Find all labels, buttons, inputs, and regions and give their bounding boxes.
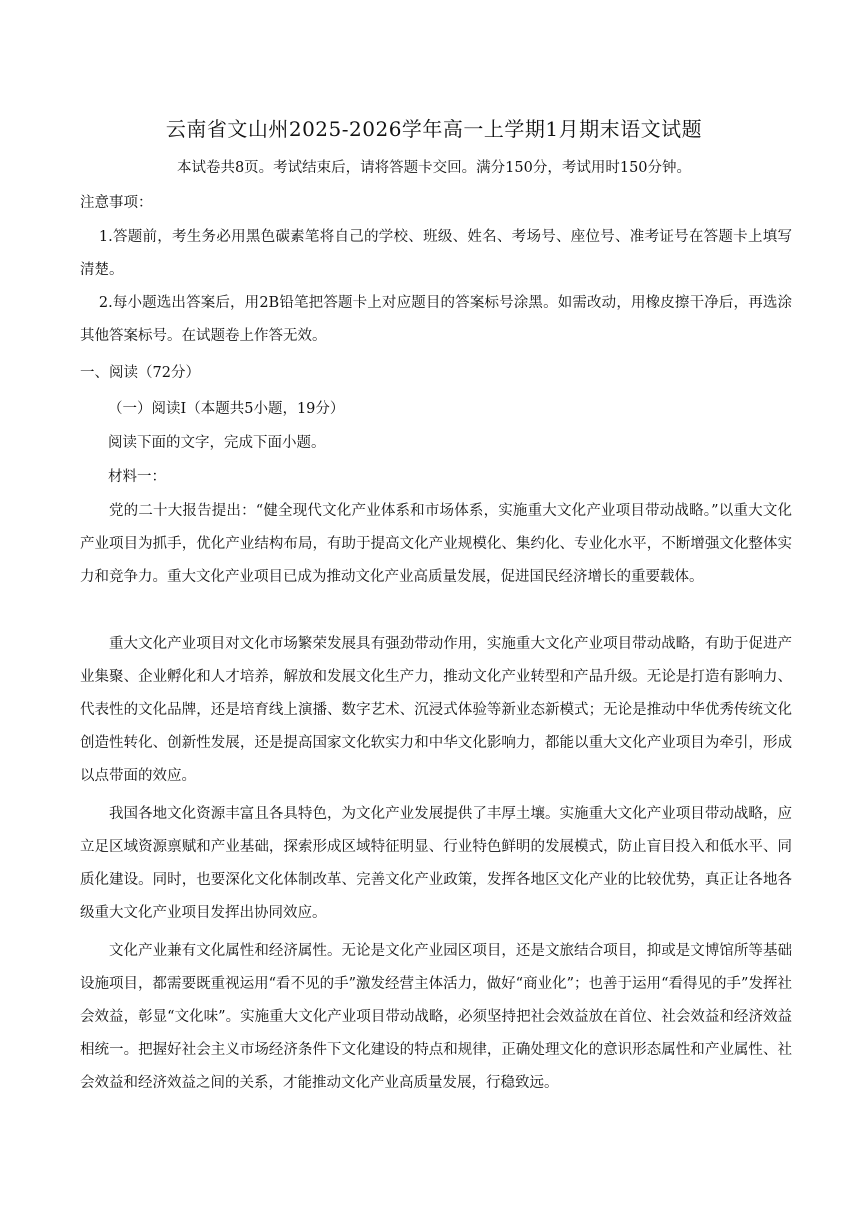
material-paragraph-2: 重大文化产业项目对文化市场繁荣发展具有强劲带动作用，实施重大文化产业项目带动战略，有助于促进产业集聚、企业孵化和人才培养，解放和发展文化生产力，推动文化产业转型和产品升级。无论是打造有影响力、代表性的文化品牌，还是培育线上演播、数字艺术、沉浸式体验等新业态新模式；无论是推动中华优秀传统文化创造性转化、创新性发展，还是提高国家文化软实力和中华文化影响力，都能以重大文化产业项目为牵引，形成以点带面的效应。 (80, 636, 792, 784)
material-paragraph-3: 我国各地文化资源丰富且各具特色，为文化产业发展提供了丰厚土壤。实施重大文化产业项目带动战略，应立足区域资源禀赋和产业基础，探索形成区域特征明显、行业特色鲜明的发展模式，防止盲目投入和低水平、同质化建设。同时，也要深化文化体制改革、完善文化产业政策，发挥各地区文化产业的比较优势，真正让各地各级重大文化产业项目发挥出协同效应。 (80, 806, 792, 921)
subsection-heading: （一）阅读Ⅰ（本题共5小题，19分） (108, 401, 345, 417)
reading-instruction: 阅读下面的文字，完成下面小题。 (108, 435, 326, 451)
material-paragraph-4: 文化产业兼有文化属性和经济属性。无论是文化产业园区项目，还是文旅结合项目，抑或是文博馆所等基础设施项目，都需要既重视运用“看不见的手”激发经营主体活力，做好“商业化”；也善于运用“看得见的手”发挥社会效益，彰显“文化味”。实施重大文化产业项目带动战略，必须坚持把社会效益放在首位、社会效益和经济效益相统一。把握好社会主义市场经济条件下文化建设的特点和规律，正确处理文化的意识形态属性和产业属性、社会效益和经济效益之间的关系，才能推动文化产业高质量发展，行稳致远。 (80, 943, 792, 1091)
notice-item-1: 1.答题前，考生务必用黑色碳素笔将自己的学校、班级、姓名、考场号、座位号、准考证号在答题卡上填写清楚。 (80, 229, 792, 278)
notice-item-2: 2.每小题选出答案后，用2B铅笔把答题卡上对应题目的答案标号涂黑。如需改动，用橡皮擦干净后，再选涂其他答案标号。在试题卷上作答无效。 (80, 295, 792, 344)
material-paragraph-1: 党的二十大报告提出：“健全现代文化产业体系和市场体系，实施重大文化产业项目带动战略。”以重大文化产业项目为抓手，优化产业结构布局，有助于提高文化产业规模化、集约化、专业化水平，不断增强文化整体实力和竞争力。重大文化产业项目已成为推动文化产业高质量发展，促进国民经济增长的重要载体。 (80, 503, 792, 585)
exam-info: 本试卷共8页。考试结束后，请将答题卡交回。满分150分，考试用时150分钟。 (176, 160, 692, 176)
section-heading: 一、阅读（72分） (80, 365, 200, 381)
material-label: 材料一： (108, 469, 166, 485)
notice-heading: 注意事项： (80, 195, 153, 211)
page-title: 云南省文山州2025-2026学年高一上学期1月期末语文试题 (165, 117, 703, 141)
